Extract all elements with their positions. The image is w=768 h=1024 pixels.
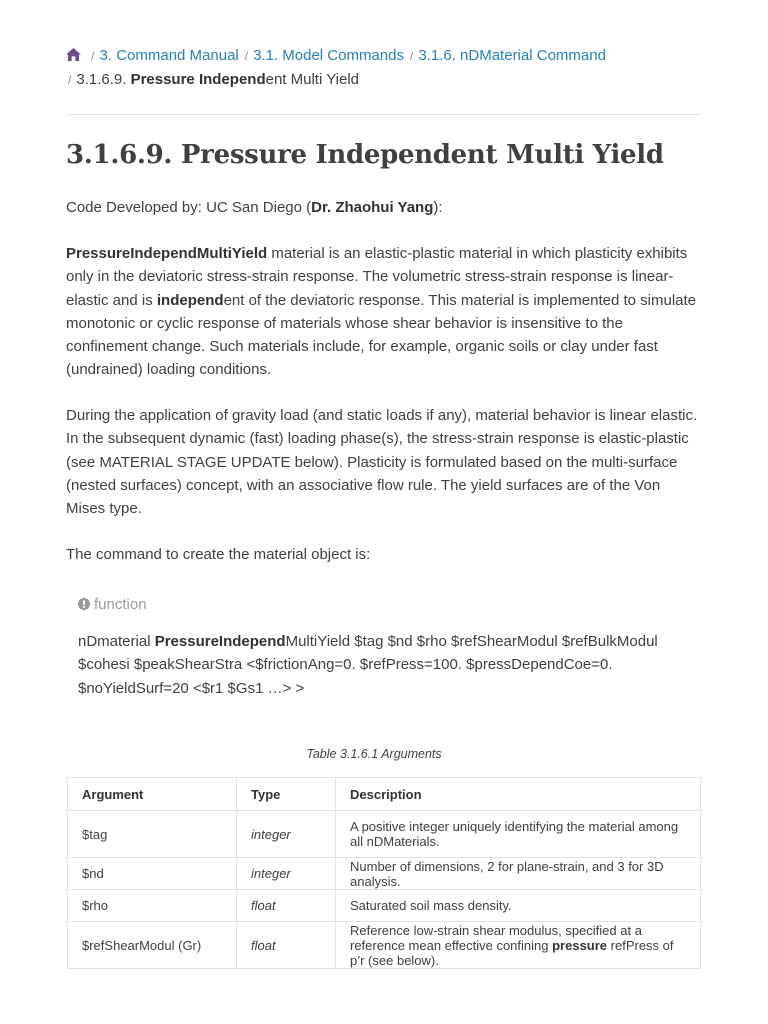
description-cell [336,890,701,922]
argument-cell: $tag [68,811,237,858]
breadcrumb [66,44,706,92]
type-cell: float [237,922,336,969]
description-text: A positive integer uniquely identifying the material among all nDMaterials. [350,819,679,849]
table-header-row [68,778,701,811]
paragraph-text: material is an elastic-plastic material in which plasticity exhibits only in the deviatoric stress-strain response. The volumetric stress-strain response is linear-elastic and is [66,245,688,309]
description-cell [336,922,701,969]
argument-cell: $nd [68,858,237,890]
argument-cell: $refShearModul (Gr) [68,922,237,969]
developer-credit [66,196,702,219]
description-cell [336,858,701,890]
signature-highlight: PressureIndepend [154,633,286,650]
description-cell [336,811,701,858]
breadcrumb-link-ndmaterial-command[interactable]: 3.1.6. nDMaterial Command [418,47,606,64]
table-row [68,811,701,858]
signature-prefix: nDmaterial [78,633,155,650]
breadcrumb-current-line [66,68,706,92]
type-cell: float [237,890,336,922]
description-text: Saturated soil mass density. [350,898,512,913]
argument-cell: $rho [68,890,237,922]
admonition-title [78,595,147,615]
type-cell: integer [237,858,336,890]
function-signature [78,630,698,700]
breadcrumb-separator: / [244,49,249,63]
type-cell: integer [237,811,336,858]
breadcrumb-link-command-manual[interactable]: 3. Command Manual [99,47,239,64]
breadcrumb-separator: / [410,49,414,63]
breadcrumb-current-prefix: 3.1.6.9. [76,71,131,88]
breadcrumb-current [76,71,359,88]
arguments-table [67,777,701,969]
description-suffix: refPress of p’r (see below). [350,937,674,968]
signature-suffix: MultiYield $tag $nd $rho $refShearModul $refBulkModul $cohesi $peakShearStra <$frictionAng=0. $refPress=100. $pressDependCoe=0. $noYieldSurf=20 <$r1 $Gs1 …> > [78,633,658,697]
material-name: PressureIndependMultiYield [66,245,268,262]
info-circle-icon [78,598,90,610]
breadcrumb-current-highlight: Pressure Independ [130,71,266,88]
description-paragraph [66,242,702,382]
table-row [68,858,701,890]
description-text: Reference low-strain shear modulus, specified at a reference mean effective confining [350,922,642,953]
description-text: Number of dimensions, 2 for plane-strain, and 3 for 3D analysis. [350,858,664,889]
credit-author: Dr. Zhaohui Yang [311,199,434,216]
column-header-type: Type [237,778,336,811]
column-header-argument: Argument [68,778,237,811]
breadcrumb-separator: / [91,49,95,63]
paragraph-text: ent of the deviatoric response. This material is implemented to simulate monotonic or cyclic response of materials whose shear behavior is insensitive to the confinement change. Such materials include, for example, organic soils or clay under fast (undrained) loading conditions. [66,291,697,379]
table-caption: Table 3.1.6.1 Arguments [306,747,442,761]
table-row [68,922,701,969]
home-link[interactable] [66,47,85,64]
description-bold: pressure [552,937,608,953]
breadcrumb-current-suffix: ent Multi Yield [265,71,359,88]
breadcrumb-link-model-commands[interactable]: 3.1. Model Commands [253,47,404,64]
command-intro: The command to create the material object is: [66,546,371,563]
highlighted-term: independ [156,291,224,309]
home-icon [66,48,81,61]
credit-suffix: ): [433,199,443,216]
admonition-title-text: function [94,596,147,613]
table-row [68,890,701,922]
header-divider [66,114,701,115]
credit-prefix: Code Developed by: UC San Diego ( [66,199,312,216]
breadcrumb-separator: / [68,73,72,87]
behavior-paragraph: During the application of gravity load (and static loads if any), material behavior is linear elastic. In the subsequent dynamic (fast) loading phase(s), the stress-strain response is elastic-plastic (see MATERIAL STAGE UPDATE below). Plasticity is formulated based on the multi-surface (nested surfaces) concept, with an associative flow rule. The yield surfaces are of the Von Mises type. [66,407,698,518]
page-title: 3.1.6.9. Pressure Independent Multi Yield [66,140,664,170]
column-header-description: Description [336,778,701,811]
